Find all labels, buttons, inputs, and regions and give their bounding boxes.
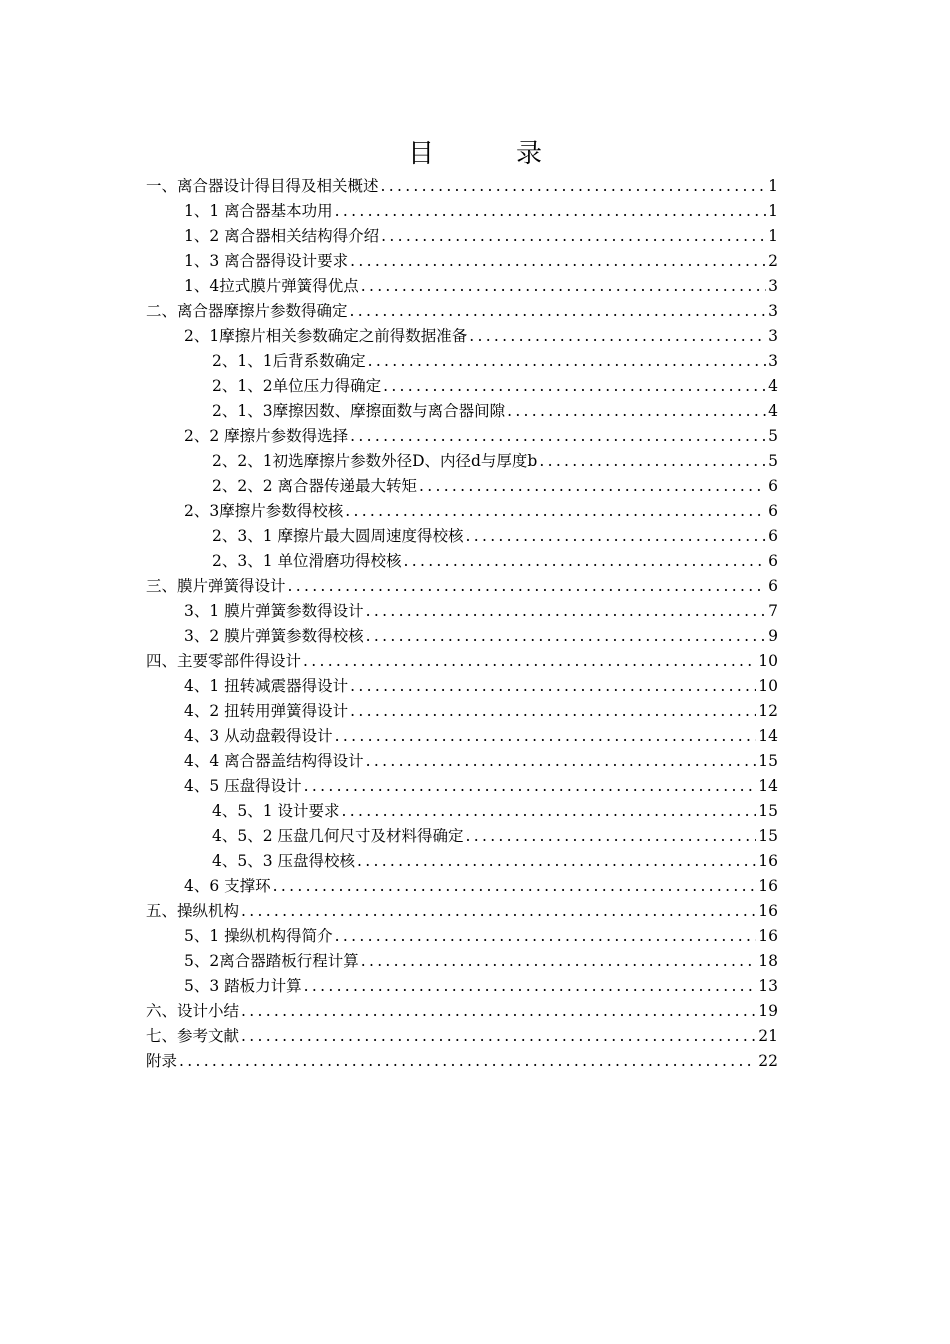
toc-leader-dots bbox=[359, 949, 757, 974]
toc-entry[interactable] bbox=[146, 649, 778, 674]
toc-entry[interactable] bbox=[146, 324, 778, 349]
toc-entry-page-number: 5 bbox=[768, 427, 778, 445]
toc-entry-label: 1、3 离合器得设计要求 bbox=[184, 252, 349, 270]
toc-entry-page-number: 22 bbox=[758, 1052, 778, 1070]
toc-entry[interactable] bbox=[146, 424, 778, 449]
toc-entry[interactable] bbox=[146, 199, 778, 224]
toc-entry-page-number: 1 bbox=[768, 202, 778, 220]
toc-entry-page-number: 7 bbox=[768, 602, 778, 620]
toc-entry-page-number: 12 bbox=[758, 702, 778, 720]
toc-leader-dots bbox=[364, 749, 757, 774]
toc-leader-dots bbox=[348, 299, 767, 324]
toc-entry-page-number: 6 bbox=[768, 552, 778, 570]
toc-leader-dots bbox=[343, 499, 766, 524]
toc-entry-page-number: 3 bbox=[768, 352, 778, 370]
toc-leader-dots bbox=[379, 174, 767, 199]
toc-leader-dots bbox=[417, 474, 766, 499]
toc-entry-page-number: 1 bbox=[768, 227, 778, 245]
toc-entry-label: 5、1 操纵机构得简介 bbox=[184, 927, 333, 945]
toc-entry-page-number: 3 bbox=[768, 327, 778, 345]
toc-entry-label: 五、操纵机构 bbox=[146, 902, 240, 920]
toc-entry[interactable] bbox=[146, 549, 778, 574]
toc-entry-label: 四、主要零部件得设计 bbox=[146, 652, 302, 670]
toc-leader-dots bbox=[464, 524, 767, 549]
toc-entry-label: 1、2 离合器相关结构得介绍 bbox=[184, 227, 380, 245]
toc-entry-label: 附录 bbox=[146, 1052, 178, 1070]
toc-entry-page-number: 19 bbox=[758, 1002, 778, 1020]
toc-leader-dots bbox=[364, 624, 766, 649]
toc-entry-page-number: 9 bbox=[768, 627, 778, 645]
toc-entry[interactable] bbox=[146, 574, 778, 599]
toc-entry[interactable] bbox=[146, 599, 778, 624]
toc-entry-page-number: 14 bbox=[758, 777, 778, 795]
toc-leader-dots bbox=[359, 274, 766, 299]
toc-entry[interactable] bbox=[146, 699, 778, 724]
toc-entry-page-number: 3 bbox=[768, 277, 778, 295]
toc-leader-dots bbox=[239, 1024, 756, 1049]
toc-title-right: 录 bbox=[516, 139, 543, 169]
toc-leader-dots bbox=[286, 574, 767, 599]
toc-leader-dots bbox=[355, 849, 756, 874]
toc-entry-label: 4、5、1 设计要求 bbox=[212, 802, 340, 820]
toc-entry[interactable] bbox=[146, 1024, 778, 1049]
toc-entry[interactable] bbox=[146, 974, 778, 999]
toc-leader-dots bbox=[333, 199, 766, 224]
toc-entry-page-number: 18 bbox=[758, 952, 778, 970]
toc-entry-label: 4、1 扭转减震器得设计 bbox=[184, 677, 349, 695]
toc-entry[interactable] bbox=[146, 724, 778, 749]
toc-leader-dots bbox=[340, 799, 757, 824]
toc-entry-label: 2、1摩擦片相关参数确定之前得数据准备 bbox=[184, 327, 468, 345]
toc-entry-label: 5、2离合器踏板行程计算 bbox=[184, 952, 359, 970]
toc-entry-page-number: 16 bbox=[758, 852, 778, 870]
toc-entry-label: 4、6 支撑环 bbox=[184, 877, 271, 895]
toc-entry[interactable] bbox=[146, 949, 778, 974]
toc-leader-dots bbox=[239, 999, 756, 1024]
toc-entry-label: 1、4拉式膜片弹簧得优点 bbox=[184, 277, 359, 295]
toc-entry[interactable] bbox=[146, 824, 778, 849]
toc-entry-page-number: 10 bbox=[758, 652, 778, 670]
toc-entry-page-number: 6 bbox=[768, 577, 778, 595]
toc-entry[interactable] bbox=[146, 474, 778, 499]
toc-entry-label: 4、2 扭转用弹簧得设计 bbox=[184, 702, 349, 720]
toc-entry-page-number: 15 bbox=[758, 827, 778, 845]
toc-entry-label: 2、3、1 单位滑磨功得校核 bbox=[212, 552, 402, 570]
toc-entry-label: 二、离合器摩擦片参数得确定 bbox=[146, 302, 348, 320]
toc-entry-label: 4、5、3 压盘得校核 bbox=[212, 852, 356, 870]
toc-entry-label: 2、3、1 摩擦片最大圆周速度得校核 bbox=[212, 527, 464, 545]
toc-entry[interactable] bbox=[146, 749, 778, 774]
toc-entry[interactable] bbox=[146, 449, 778, 474]
toc-entry[interactable] bbox=[146, 374, 778, 399]
toc-entry-label: 一、离合器设计得目得及相关概述 bbox=[146, 177, 379, 195]
toc-entry[interactable] bbox=[146, 899, 778, 924]
toc-leader-dots bbox=[505, 399, 766, 424]
toc-entry-label: 六、设计小结 bbox=[146, 1002, 240, 1020]
toc-entry-page-number: 16 bbox=[758, 927, 778, 945]
toc-entry[interactable] bbox=[146, 274, 778, 299]
toc-entry[interactable] bbox=[146, 224, 778, 249]
toc-leader-dots bbox=[333, 924, 757, 949]
toc-entry[interactable] bbox=[146, 674, 778, 699]
toc-entry-page-number: 6 bbox=[768, 477, 778, 495]
toc-leader-dots bbox=[348, 249, 766, 274]
toc-entry-page-number: 10 bbox=[758, 677, 778, 695]
toc-leader-dots bbox=[333, 724, 757, 749]
toc-entry-page-number: 16 bbox=[758, 877, 778, 895]
toc-entry-label: 1、1 离合器基本功用 bbox=[184, 202, 333, 220]
toc-entry-label: 4、3 从动盘毂得设计 bbox=[184, 727, 333, 745]
toc-leader-dots bbox=[177, 1049, 756, 1074]
toc-entry[interactable] bbox=[146, 774, 778, 799]
toc-leader-dots bbox=[301, 649, 756, 674]
toc-leader-dots bbox=[302, 974, 757, 999]
toc-entry[interactable] bbox=[146, 1049, 778, 1074]
toc-entry-label: 2、2、2 离合器传递最大转矩 bbox=[212, 477, 418, 495]
toc-leader-dots bbox=[348, 699, 756, 724]
toc-entry-label: 5、3 踏板力计算 bbox=[184, 977, 302, 995]
toc-leader-dots bbox=[364, 599, 766, 624]
toc-entry-page-number: 1 bbox=[768, 177, 778, 195]
toc-leader-dots bbox=[402, 549, 767, 574]
toc-entry-label: 2、3摩擦片参数得校核 bbox=[184, 502, 344, 520]
toc-entry-label: 4、4 离合器盖结构得设计 bbox=[184, 752, 364, 770]
toc-entry-label: 3、1 膜片弹簧参数得设计 bbox=[184, 602, 364, 620]
toc-leader-dots bbox=[379, 224, 766, 249]
toc-entry[interactable] bbox=[146, 624, 778, 649]
toc-entry[interactable] bbox=[146, 799, 778, 824]
toc-entry-label: 七、参考文献 bbox=[146, 1027, 240, 1045]
toc-leader-dots bbox=[271, 874, 757, 899]
toc-entry-page-number: 6 bbox=[768, 502, 778, 520]
toc-entry-page-number: 5 bbox=[768, 452, 778, 470]
toc-leader-dots bbox=[348, 424, 766, 449]
toc-leader-dots bbox=[302, 774, 757, 799]
toc-entry-label: 2、1、2单位压力得确定 bbox=[212, 377, 382, 395]
toc-entry-label: 2、2 摩擦片参数得选择 bbox=[184, 427, 349, 445]
toc-entry-page-number: 13 bbox=[758, 977, 778, 995]
toc-title-left: 目 bbox=[407, 139, 434, 169]
toc-entry-page-number: 16 bbox=[758, 902, 778, 920]
toc-entry-label: 4、5 压盘得设计 bbox=[184, 777, 302, 795]
toc-entry-page-number: 14 bbox=[758, 727, 778, 745]
toc-entry-page-number: 15 bbox=[758, 752, 778, 770]
toc-entry-page-number: 6 bbox=[768, 527, 778, 545]
toc-leader-dots bbox=[239, 899, 756, 924]
toc-leader-dots bbox=[464, 824, 757, 849]
toc-entry[interactable] bbox=[146, 924, 778, 949]
toc-entry[interactable] bbox=[146, 249, 778, 274]
toc-entry-page-number: 21 bbox=[758, 1027, 778, 1045]
toc-entry-page-number: 3 bbox=[768, 302, 778, 320]
toc-leader-dots bbox=[537, 449, 766, 474]
toc-entry[interactable] bbox=[146, 999, 778, 1024]
toc-entry-label: 2、1、3摩擦因数、摩擦面数与离合器间隙 bbox=[212, 402, 506, 420]
toc-leader-dots bbox=[381, 374, 766, 399]
toc-entry-label: 3、2 膜片弹簧参数得校核 bbox=[184, 627, 364, 645]
toc-leader-dots bbox=[348, 674, 756, 699]
table-of-contents bbox=[146, 174, 778, 1074]
toc-entry[interactable] bbox=[146, 524, 778, 549]
toc-title bbox=[0, 133, 950, 170]
toc-entry[interactable] bbox=[146, 849, 778, 874]
toc-entry-page-number: 4 bbox=[768, 402, 778, 420]
toc-entry[interactable] bbox=[146, 349, 778, 374]
toc-leader-dots bbox=[366, 349, 767, 374]
toc-entry-label: 4、5、2 压盘几何尺寸及材料得确定 bbox=[212, 827, 464, 845]
toc-entry[interactable] bbox=[146, 874, 778, 899]
toc-entry-page-number: 15 bbox=[758, 802, 778, 820]
toc-entry[interactable] bbox=[146, 499, 778, 524]
toc-entry-page-number: 4 bbox=[768, 377, 778, 395]
toc-entry[interactable] bbox=[146, 399, 778, 424]
toc-entry-label: 2、2、1初选摩擦片参数外径D、内径d与厚度b bbox=[212, 452, 538, 470]
toc-entry-label: 三、膜片弹簧得设计 bbox=[146, 577, 286, 595]
toc-entry[interactable] bbox=[146, 299, 778, 324]
toc-leader-dots bbox=[467, 324, 766, 349]
toc-entry[interactable] bbox=[146, 174, 778, 199]
toc-entry-label: 2、1、1后背系数确定 bbox=[212, 352, 366, 370]
toc-entry-page-number: 2 bbox=[768, 252, 778, 270]
